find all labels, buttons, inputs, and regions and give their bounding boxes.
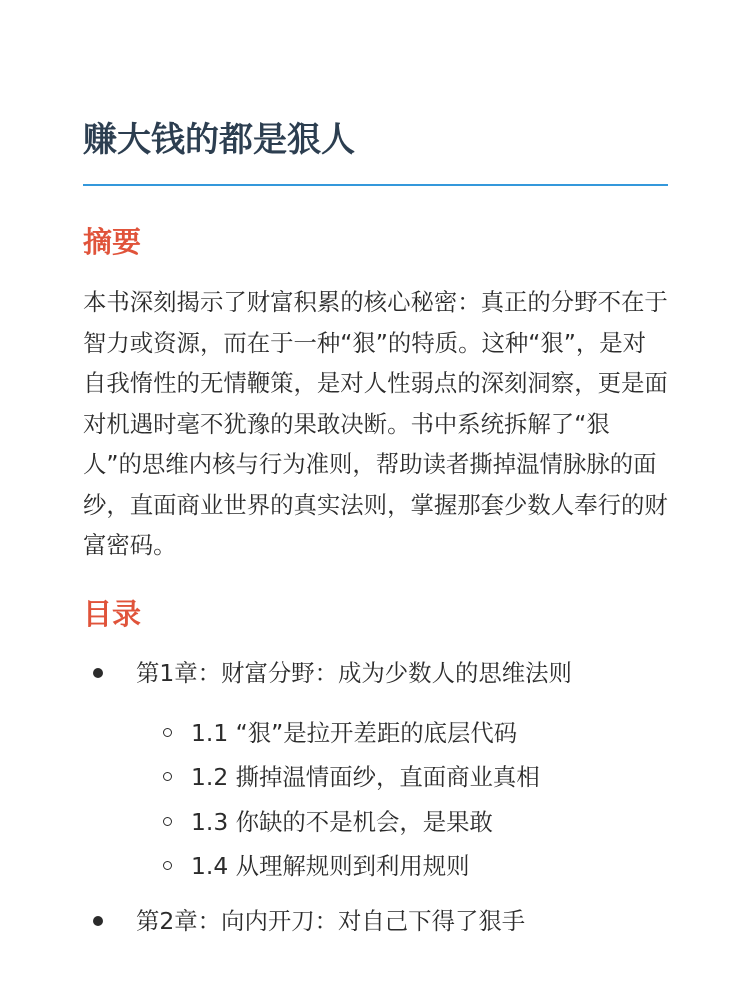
summary-heading: 摘要 [83, 225, 142, 259]
section-label: 1.3 你缺的不是机会，是果敢 [191, 808, 493, 836]
toc-section-1-3 [191, 805, 493, 839]
chapter-label: 第2章：向内开刀：对自己下得了狠手 [136, 907, 526, 935]
toc-section-1-1 [191, 716, 517, 750]
circle-bullet-icon [163, 772, 172, 781]
section-label: 1.4 从理解规则到利用规则 [191, 852, 470, 880]
toc-section-1-2 [191, 760, 540, 794]
circle-bullet-icon [163, 861, 172, 870]
circle-bullet-icon [163, 817, 172, 826]
section-label: 1.1 “狠”是拉开差距的底层代码 [191, 719, 518, 747]
section-label: 1.2 撕掉温情面纱，直面商业真相 [191, 763, 540, 791]
book-title: 赚大钱的都是狠人 [83, 120, 355, 160]
chapter-label: 第1章：财富分野：成为少数人的思维法则 [136, 659, 572, 687]
toc-section-1-4 [191, 849, 470, 883]
bullet-icon [93, 668, 103, 678]
summary-paragraph: 本书深刻揭示了财富积累的核心秘密：真正的分野不在于智力或资源，而在于一种“狠”的特质。这种“狠”，是对自我惰性的无情鞭策，是对人性弱点的深刻洞察，更是面对机遇时毫不犹豫的果敢决断。书中系统拆解了“狠人”的思维内核与行为准则，帮助读者撕掉温情脉脉的面纱，直面商业世界的真实法则，掌握那套少数人奉行的财富密码。 [83, 288, 668, 559]
toc-chapter-2 [111, 904, 525, 938]
circle-bullet-icon [163, 728, 172, 737]
title-divider [83, 184, 668, 186]
bullet-icon [93, 916, 103, 926]
toc-chapter-1 [111, 656, 572, 690]
toc-heading: 目录 [83, 597, 142, 631]
